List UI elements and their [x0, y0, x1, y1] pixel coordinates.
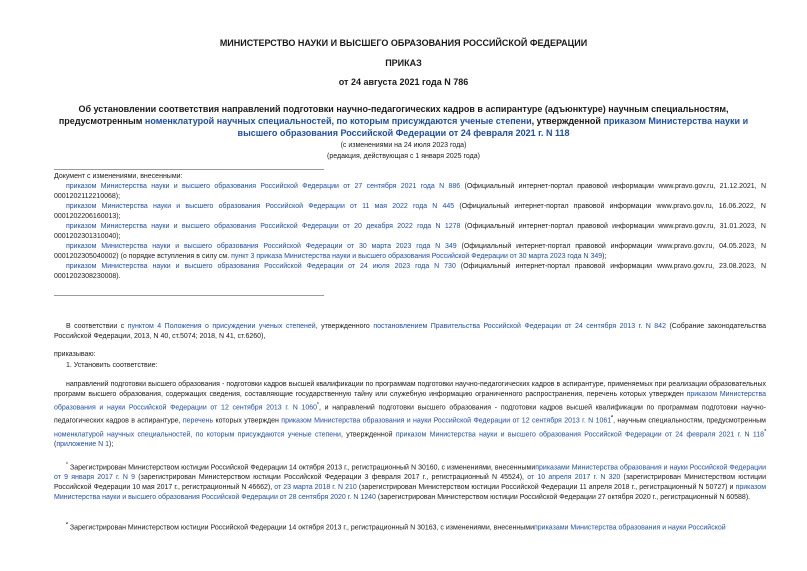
regulation-link[interactable]: пунктом 4 Положения о присуждении ученых степеней	[127, 323, 316, 330]
paragraph-text: , утвержденной	[340, 430, 393, 438]
amendments-intro: Документ с изменениями, внесенными:	[54, 173, 183, 180]
doc-type-heading: ПРИКАЗ	[385, 58, 422, 68]
amendment-item	[54, 182, 766, 202]
amendment-text: );	[602, 253, 607, 260]
nomenclature-link-body[interactable]: номенклатурой научных специальностей, по которым присуждаются ученые степени	[54, 430, 341, 438]
amendment-link[interactable]: приказом Министерства науки и высшего образования Российской Федерации от 11 мая 2022 года N 445	[66, 203, 455, 210]
footnote-text: (зарегистрирован Министерством юстиции Российской Федерации 3 февраля 2017 г., регистрационный N 45524),	[135, 474, 524, 482]
preamble-text: , утвержденного	[315, 323, 370, 330]
order-1061-link[interactable]: приказом Министерства образования и науки Российской Федерации от 12 сентября 2013 г. N 1061	[281, 417, 612, 425]
paragraph-text: );	[109, 440, 114, 448]
paragraph-text: направлений подготовки высшего образования - подготовки кадров высшей квалификации по программам подготовки научно-педагогических кадров в аспирантуре, применяемых при реализации образовательных программ высшего образования, содержащих сведения, составляющие государственную тайну или служебную информацию ограниченного распространения, перечень которых утвержден	[54, 381, 766, 398]
footnote-link[interactable]: приказом Министерства науки и высшего образования Российской Федерации от 28 сентября 2020 г. N 1240	[54, 484, 767, 502]
paragraph-text: (	[54, 440, 57, 448]
amendment-text: (Официальный интернет-портал правовой информации www.pravo.gov.ru, 04.05.2023, N 0001202305040002) (о порядке вступления в силу см.	[54, 243, 766, 260]
preamble-paragraph	[54, 322, 766, 342]
footnote-text: Зарегистрирован Министерством юстиции Российской Федерации 14 октября 2013 г., регистрационный N 30160, с изменениями, внесенными	[67, 464, 536, 472]
footnote-ref-1[interactable]: ¹	[317, 402, 319, 408]
amendment-link[interactable]: приказом Министерства науки и высшего образования Российской Федерации от 27 сентября 2021 года N 886	[66, 183, 461, 190]
footnote-link[interactable]: от 23 марта 2018 г. N 210	[274, 484, 357, 492]
order-118-link-body[interactable]: приказом Министерства науки и высшего образования Российской Федерации от 24 февраля 2021 г. N 118	[395, 430, 765, 438]
footnote-ref-2[interactable]: ²	[611, 415, 614, 422]
footnote-text: Зарегистрирован Министерством юстиции Российской Федерации 14 октября 2013 г., регистрационный N 30163, с изменениями, внесенными	[67, 524, 534, 532]
amendment-link[interactable]: приказом Министерства науки и высшего образования Российской Федерации от 30 марта 2023 года N 349	[66, 243, 457, 250]
order-word: приказываю:	[54, 351, 96, 358]
footnote-1	[54, 460, 766, 503]
footnote-mark-2: ²	[66, 522, 68, 528]
title-text-1: Об установлении соответствия направлений подготовки научно-педагогических кадров в аспирантуре (адъюнктуре) научным специальностям, предусмотренным	[58, 104, 729, 126]
order-118-link[interactable]: приказом Министерства науки и высшего образования Российской Федерации от 24 февраля 2021 г. N 118	[237, 116, 749, 138]
amendment-text: (Официальный интернет-портал правовой информации www.pravo.gov.ru, 23.08.2023, N 0001202308230008).	[54, 263, 766, 280]
footnote-link[interactable]: приказами Министерства образования и науки Российской	[534, 524, 726, 532]
paragraph-text: которых утвержден	[213, 417, 279, 425]
footnote-link[interactable]: от 10 апреля 2017 г. N 320	[527, 474, 621, 482]
appendix-1-link[interactable]: приложение N 1	[56, 440, 109, 448]
amendment-item	[54, 262, 766, 282]
amendment-link[interactable]: приказом Министерства науки и высшего образования Российской Федерации от 24 июля 2023 года N 730	[66, 263, 456, 270]
footnote-text: (зарегистрирован Министерством юстиции Российской Федерации 27 октября 2020 г., регистрационный N 60588).	[375, 494, 751, 502]
current-edition: (редакция, действующая с 1 января 2025 года)	[327, 153, 480, 160]
nomenclature-link[interactable]: номенклатурой научных специальностей, по которым присуждаются ученые степени	[144, 116, 532, 126]
amendment-entry-into-force-link[interactable]: пункт 3 приказа Министерства науки и высшего образования Российской Федерации от 30 марта 2023 года N 349	[231, 253, 603, 260]
title-text-2: , утвержденной	[531, 116, 601, 126]
amendment-text: (Официальный интернет-портал правовой информации www.pravo.gov.ru, 21.12.2021, N 0001202112210068);	[54, 183, 766, 200]
ministry-heading: МИНИСТЕРСТВО НАУКИ И ВЫСШЕГО ОБРАЗОВАНИЯ РОССИЙСКОЙ ФЕДЕРАЦИИ	[219, 38, 588, 48]
paragraph-text: , и направлений подготовки высшего образования - подготовки кадров высшей квалификации по программам подготовки научно-педагогических кадров в аспирантуре,	[54, 404, 766, 425]
item-1: 1. Установить соответствие:	[66, 362, 158, 369]
amendment-text: (Официальный интернет-портал правовой информации www.pravo.gov.ru, 16.06.2022, N 0001202206160013);	[54, 203, 766, 220]
footnote-2	[54, 520, 766, 533]
divider-bottom	[54, 295, 324, 296]
paragraph-text: , научным специальностям, предусмотренным	[613, 417, 766, 425]
amendment-item	[54, 242, 766, 262]
amendment-link[interactable]: приказом Министерства науки и высшего образования Российской Федерации от 20 декабря 2022 года N 1278	[66, 223, 461, 230]
amendment-item	[54, 202, 766, 222]
changes-date: (с изменениями на 24 июля 2023 года)	[340, 142, 467, 149]
footnote-mark-1: ¹	[66, 462, 68, 468]
footnote-link[interactable]: приказами Министерства образования и науки Российской Федерации от 9 января 2017 г. N 9	[54, 464, 767, 482]
preamble-text: В соответствии с	[66, 323, 125, 330]
amendments-list	[54, 172, 766, 282]
preamble-text: (Собрание законодательства Российской Федерации, 2013, N 40, ст.5074; 2018, N 41, ст.6260),	[54, 323, 767, 340]
correspondence-paragraph	[54, 380, 766, 450]
list-link[interactable]: перечень	[182, 417, 214, 425]
footnote-text: (зарегистрирован Министерством юстиции Российской Федерации 10 мая 2017 г., регистрационный N 46662),	[54, 474, 766, 492]
order-1060-link[interactable]: приказом Министерства образования и науки Российской Федерации от 12 сентября 2013 г. N 1060	[54, 391, 767, 412]
government-decree-link[interactable]: постановлением Правительства Российской Федерации от 24 сентября 2013 г. N 842	[373, 323, 666, 330]
amendment-text: (Официальный интернет-портал правовой информации www.pravo.gov.ru, 31.01.2023, N 0001202301310040);	[54, 223, 766, 240]
footnote-ref-3[interactable]: ³	[764, 428, 767, 435]
amendment-item	[54, 222, 766, 242]
date-number-heading: от 24 августа 2021 года N 786	[338, 77, 469, 87]
divider-top	[54, 169, 324, 170]
document-title	[40, 103, 767, 139]
footnote-text: (зарегистрирован Министерством юстиции Российской Федерации 11 апреля 2018 г., регистрационный N 50727) и	[356, 484, 734, 492]
